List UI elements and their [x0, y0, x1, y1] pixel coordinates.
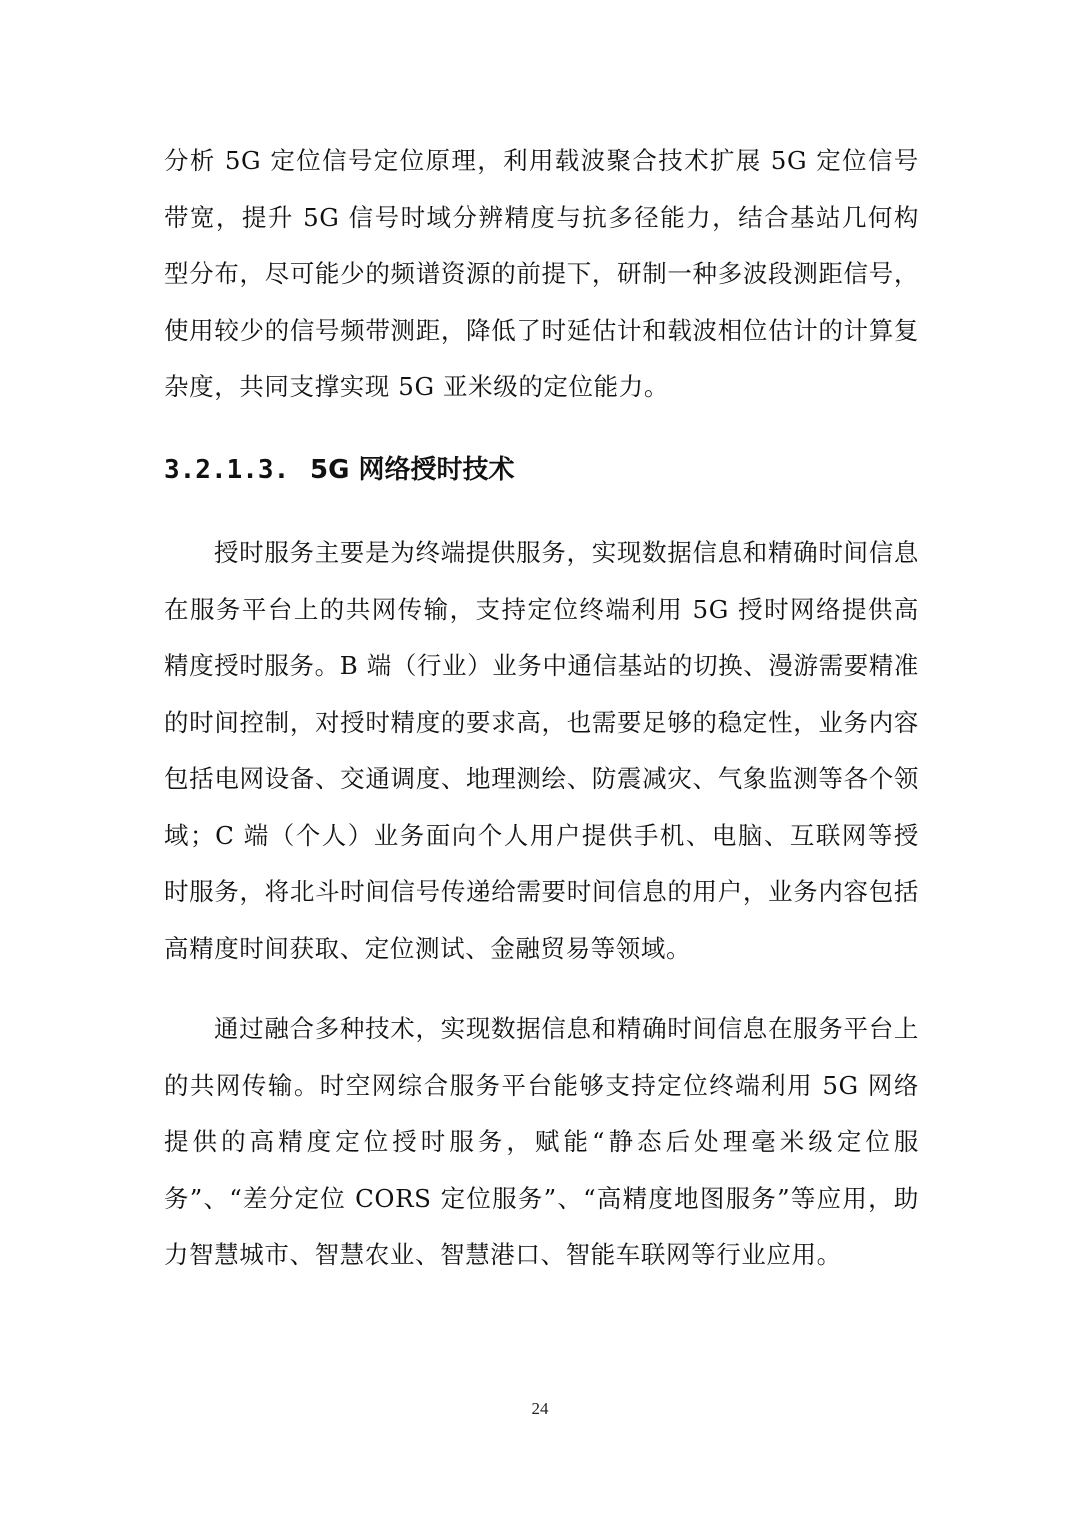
paragraph-timing-service: 授时服务主要是为终端提供服务，实现数据信息和精确时间信息在服务平台上的共网传输，支持定位终端利用 5G 授时网络提供高精度授时服务。B 端（行业）业务中通信基站的切换、漫游需要精准的时间控制，对授时精度的要求高，也需要足够的稳定性，业务内容包括电网设备、交通调度、地理测绘、防震减灾、气象监测等各个领域；C 端（个人）业务面向个人用户提供手机、电脑、互联网等授时服务，将北斗时间信号传递给需要时间信息的用户，业务内容包括高精度时间获取、定位测试、金融贸易等领域。 — [164, 538, 919, 963]
page-number: 24 — [531, 1399, 549, 1418]
paragraph-platform-fusion: 通过融合多种技术，实现数据信息和精确时间信息在服务平台上的共网传输。时空网综合服务平台能够支持定位终端利用 5G 网络提供的高精度定位授时服务，赋能“静态后处理毫米级定位服务”、“差分定位 CORS 定位服务”、“高精度地图服务”等应用，助力智慧城市、智慧农业、智慧港口、智能车联网等行业应用。 — [164, 1014, 919, 1269]
section-number: 3.2.1.3. — [164, 455, 290, 485]
section-title: 5G 网络授时技术 — [310, 455, 515, 485]
section-heading — [164, 447, 919, 493]
paragraph-5g-positioning-continuation: 分析 5G 定位信号定位原理，利用载波聚合技术扩展 5G 定位信号带宽，提升 5G 信号时域分辨精度与抗多径能力，结合基站几何构型分布，尽可能少的频谱资源的前提下，研制一种多波段测距信号，使用较少的信号频带测距，降低了时延估计和载波相位估计的计算复杂度，共同支撑实现 5G 亚米级的定位能力。 — [164, 146, 919, 401]
